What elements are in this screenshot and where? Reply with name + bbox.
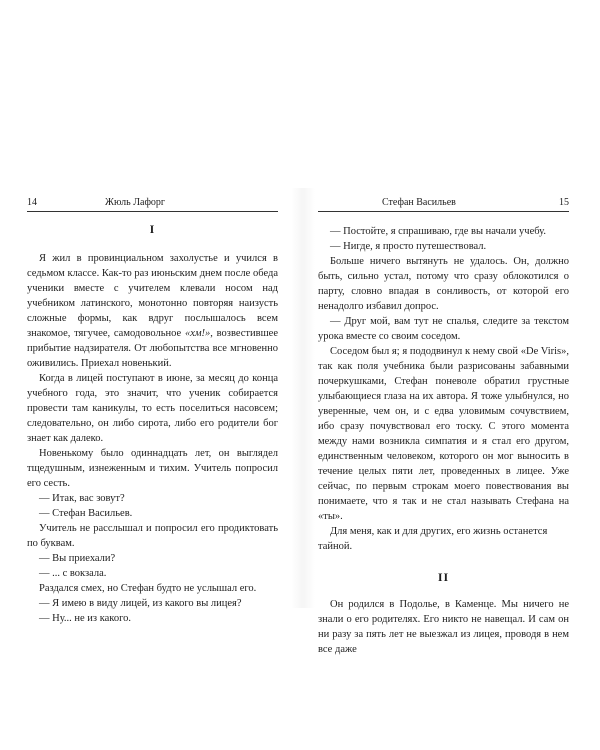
dialogue-line: — Ну... не из какого. bbox=[39, 613, 132, 624]
dialogue-line: — Итак, вас зовут? bbox=[39, 493, 125, 504]
left-page-number: 14 bbox=[27, 197, 37, 208]
dialogue-line: — Нигде, я просто путешествовал. bbox=[330, 241, 487, 252]
right-running-title: Стефан Васильев bbox=[382, 197, 456, 208]
dialogue-line: — Стефан Васильев. bbox=[39, 508, 133, 519]
paragraph: Когда в лицей поступают в июне, за месяц до конца учебного года, это значит, что ученик собирается провести там каникулы, то есть поселиться насовсем; следовательно, он либо сирота, либо его родители бог знает как далеко. bbox=[27, 373, 278, 444]
left-page-text bbox=[27, 251, 278, 626]
paragraph: Больше ничего вытянуть не удалось. Он, должно быть, сильно устал, потому что сразу облокотился о парту, словно впадая в сонливость, от которой его ненадолго избавил допрос. bbox=[318, 256, 569, 312]
paragraph-text: , возвестившее прибытие надзирателя. От любопытства все мгновенно оживились. Приехал новенький. bbox=[27, 328, 278, 369]
paragraph: Новенькому было одиннадцать лет, он выглядел тщедушным, изнеженным и тихим. Учитель попросил его сесть. bbox=[27, 448, 278, 489]
paragraph: Раздался смех, но Стефан будто не услышал его. bbox=[39, 583, 257, 594]
left-running-title: Жюль Лафорг bbox=[105, 197, 166, 208]
paragraph-text: Я жил в провинциальном захолустье и учился в седьмом классе. Как-то раз июньским днем после обеда ученики вместе с учителем клевали носом над учебником латинского, монотонно повторяя наизусть сложные формы, как вдруг послышалось всем знакомое, тягучее, самодовольное bbox=[27, 253, 278, 339]
italic-exclamation: «хм!» bbox=[184, 328, 211, 339]
right-page-number: 15 bbox=[559, 197, 569, 208]
dialogue-line: — ... с вокзала. bbox=[39, 568, 107, 579]
dialogue-line: — Постойте, я спрашиваю, где вы начали учебу. bbox=[330, 226, 547, 237]
dialogue-line: — Друг мой, вам тут не спалья, следите за текстом урока вместе со своим соседом. bbox=[318, 316, 569, 342]
dialogue-line: — Вы приехали? bbox=[39, 553, 116, 564]
paragraph: Учитель не расслышал и попросил его продиктовать по буквам. bbox=[27, 523, 278, 549]
paragraph bbox=[27, 251, 278, 371]
chapter-2-text bbox=[318, 597, 569, 657]
paragraph: Соседом был я; я пододвинул к нему свой «De Viris», так как поля учебника были разрисованы забавными почеркушками, Стефан поневоле обратил грустные улыбающиеся глаза на их автора. Я тоже улыбнулся, но уверенные, чем он, и с едва уловимым сочувствием, ибо сразу почувствовал его тоску. С этого момента между нами возникла симпатия и я стал его другом, единственным человеком, которого он мог выносить в течение целых пяти лет, проведенных в лицее. Уже сейчас, по первым строкам моего повествования вы понимаете, что я так и не стал называть Стефана на «ты». bbox=[318, 346, 569, 522]
right-page bbox=[318, 196, 569, 657]
paragraph: Он родился в Подолье, в Каменце. Мы ничего не знали о его родителях. Его никто не навещал. И сам он ни разу за пять лет не выезжал из лицея, проводя в нем все даже bbox=[318, 599, 569, 655]
right-running-head bbox=[318, 196, 569, 212]
chapter-heading-2: II bbox=[437, 570, 450, 584]
paragraph: Для меня, как и для других, его жизнь останется тайной. bbox=[318, 526, 548, 552]
chapter-heading-1: I bbox=[149, 222, 156, 236]
dialogue-line: — Я имею в виду лицей, из какого вы лицея? bbox=[39, 598, 242, 609]
left-page bbox=[27, 196, 278, 626]
left-running-head bbox=[27, 196, 278, 212]
right-page-text bbox=[318, 224, 569, 554]
